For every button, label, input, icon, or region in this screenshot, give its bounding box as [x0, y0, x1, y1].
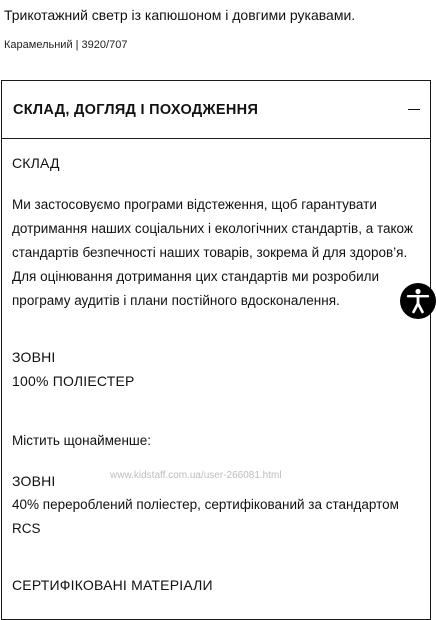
minus-icon[interactable]: [408, 101, 420, 117]
accessibility-icon: [406, 288, 430, 314]
contains-at-least-label: Містить щонайменше:: [12, 433, 151, 448]
outer-composition: 100% ПОЛІЕСТЕР: [12, 373, 135, 389]
product-description: Трикотажний светр із капюшоном і довгими рукавами.: [4, 7, 356, 23]
traceability-intro: Ми застосовуємо програми відстеження, щоб гарантувати дотримання наших соціальних і екологічних стандартів, а також стандартів безпечності наших товарів, зокрема й для здоров’я. Для оцінювання дотримання цих стандартів ми розробили програму аудитів і плани постійного вдосконалення.: [12, 197, 413, 308]
watermark: www.kidstaff.com.ua/user-266081.html: [110, 470, 282, 481]
accordion-header[interactable]: [2, 81, 430, 139]
outer-label: ЗОВНІ: [12, 349, 56, 365]
product-color-code: Карамельний | 3920/707: [4, 39, 128, 51]
accessibility-button[interactable]: [400, 283, 436, 319]
accordion-title[interactable]: СКЛАД, ДОГЛЯД І ПОХОДЖЕННЯ: [13, 102, 259, 118]
certified-materials-heading: СЕРТИФІКОВАНІ МАТЕРІАЛИ: [12, 577, 213, 593]
composition-heading: СКЛАД: [12, 155, 60, 171]
recycled-material-note: 40% перероблений поліестер, сертифікований за стандартом RCS: [12, 497, 399, 536]
outer-label-recycled: ЗОВНІ: [12, 473, 56, 489]
